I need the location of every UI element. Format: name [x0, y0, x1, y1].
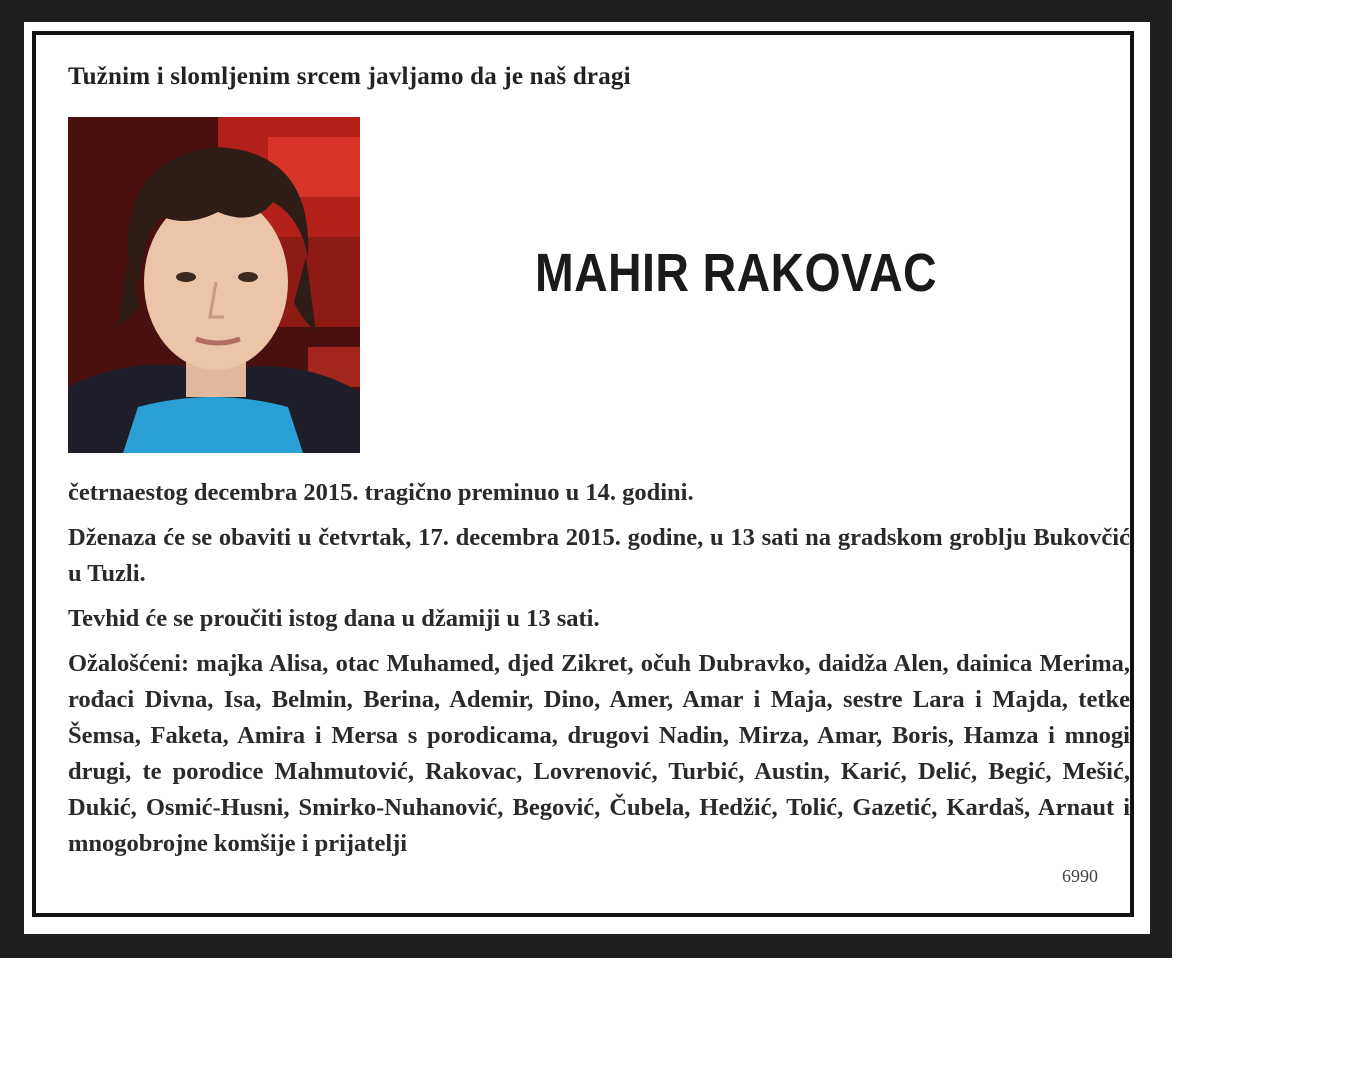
notice-code: 6990 — [1062, 866, 1098, 886]
deceased-name: MAHIR RAKOVAC — [534, 243, 938, 303]
tevhid-paragraph: Tevhid će se proučiti istog dana u džamiji u 13 sati. — [68, 605, 600, 632]
obituary-card — [24, 22, 1150, 934]
notice-body — [68, 475, 1130, 871]
intro-text: Tužnim i slomljenim srcem javljamo da je naš dragi — [68, 63, 631, 90]
portrait-photo — [68, 117, 360, 453]
portrait-illustration — [68, 117, 360, 453]
card-border — [32, 31, 1134, 917]
funeral-paragraph: Dženaza će se obaviti u četvrtak, 17. decembra 2015. godine, u 13 sati na gradskom groblju Bukovčić u Tuzli. — [68, 524, 1130, 587]
death-date-paragraph: četrnaestog decembra 2015. tragično preminuo u 14. godini. — [68, 479, 694, 506]
mourners-paragraph: Ožalošćeni: majka Alisa, otac Muhamed, djed Zikret, očuh Dubravko, daidža Alen, dainica Merima, rođaci Divna, Isa, Belmin, Berina, Ademir, Dino, Amer, Amar i Maja, sestre Lara i Majda, tetke Šemsa, Faketa, Amira i Mersa s porodicama, drugovi Nadin, Mirza, Amar, Boris, Hamza i mnogi drugi, te porodice Mahmutović, Rakovac, Lovrenović, Turbić, Austin, Karić, Delić, Begić, Mešić, Dukić, Osmić-Husni, Smirko-Nuhanović, Begović, Čubela, Hedžić, Tolić, Gazetić, Kardaš, Arnaut i mnogobrojne komšije i prijatelji — [68, 650, 1130, 857]
